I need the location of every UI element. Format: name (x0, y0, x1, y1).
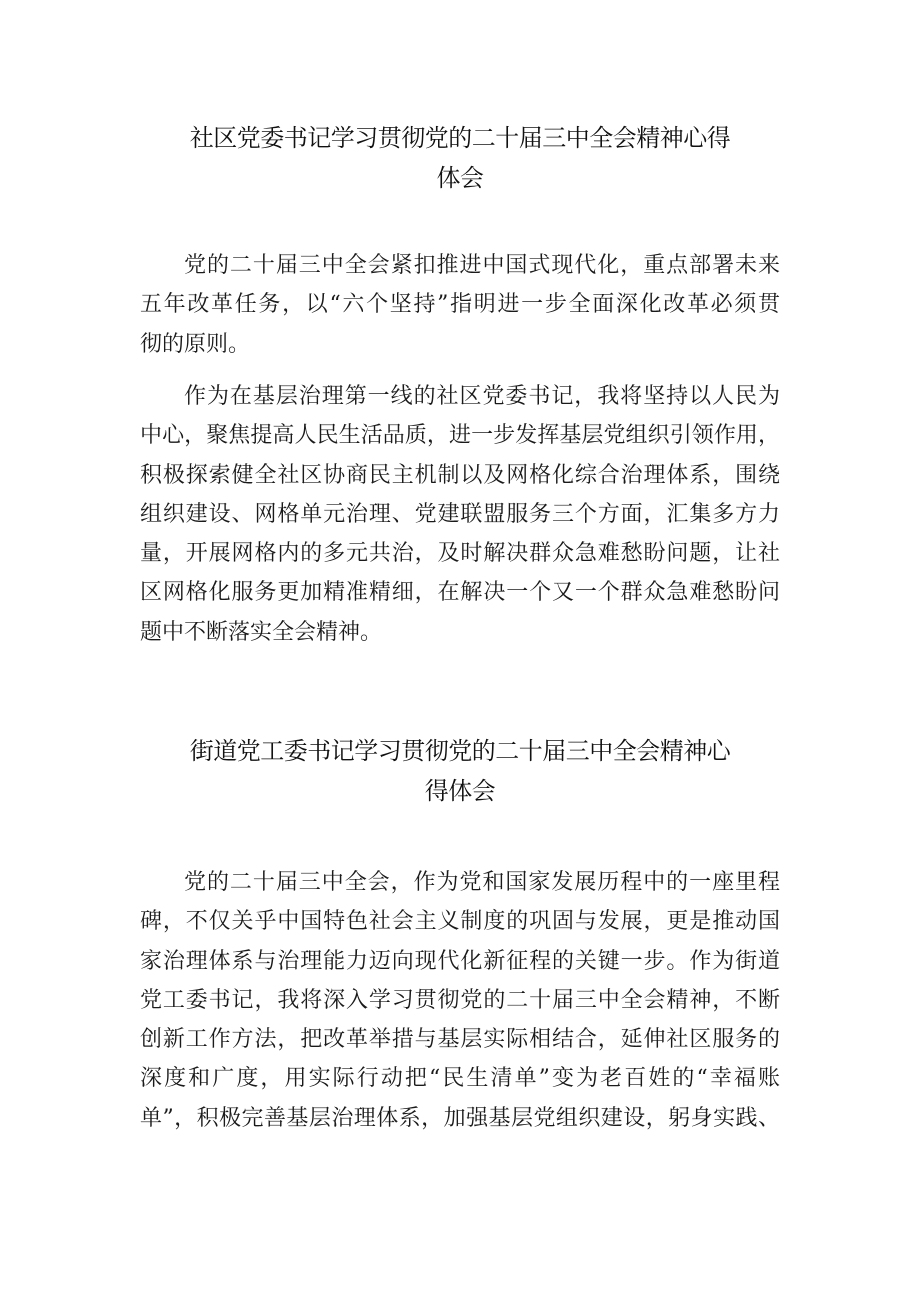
title-line: 街道党工委书记学习贯彻党的二十届三中全会精神心 (189, 737, 731, 765)
text-line: 积极探索健全社区协商民主机制以及网格化综合治理体系，围绕 (140, 462, 780, 488)
text-line: 五年改革任务，以“六个坚持”指明进一步全面深化改革必须贯 (140, 292, 780, 318)
paragraph (140, 377, 780, 652)
paragraph (140, 863, 780, 1138)
paragraph (140, 246, 780, 364)
text-line: 碑，不仅关乎中国特色社会主义制度的巩固与发展，更是推动国 (140, 909, 780, 935)
text-line: 量，开展网格内的多元共治，及时解决群众急难愁盼问题，让社 (140, 541, 780, 567)
title-line: 社区党委书记学习贯彻党的二十届三中全会精神心得 (189, 124, 731, 152)
text-line: 中心，聚焦提高人民生活品质，进一步发挥基层党组织引领作用， (140, 423, 780, 449)
text-line: 区网格化服务更加精准精细，在解决一个又一个群众急难愁盼问 (140, 580, 780, 606)
section-title (140, 118, 780, 198)
text-line: 彻的原则。 (140, 331, 251, 357)
text-line: 创新工作方法，把改革举措与基层实际相结合，延伸社区服务的 (140, 1027, 780, 1053)
text-line: 党工委书记，我将深入学习贯彻党的二十届三中全会精神，不断 (140, 987, 780, 1013)
title-line: 得体会 (424, 777, 496, 805)
text-line: 作为在基层治理第一线的社区党委书记，我将坚持以人民为 (184, 384, 780, 409)
text-line: 组织建设、网格单元治理、党建联盟服务三个方面，汇集多方力 (140, 501, 780, 527)
text-line: 党的二十届三中全会，作为党和国家发展历程中的一座里程 (184, 870, 780, 895)
text-line: 党的二十届三中全会紧扣推进中国式现代化，重点部署未来 (184, 253, 780, 278)
text-line: 深度和广度，用实际行动把“民生清单”变为老百姓的“幸福账 (140, 1066, 780, 1092)
title-line: 体会 (436, 164, 484, 192)
text-line: 家治理体系与治理能力迈向现代化新征程的关键一步。作为街道 (140, 948, 780, 974)
text-line: 单”，积极完善基层治理体系，加强基层党组织建设，躬身实践、 (140, 1105, 780, 1131)
text-line: 题中不断落实全会精神。 (140, 619, 383, 645)
section-title (140, 731, 780, 811)
